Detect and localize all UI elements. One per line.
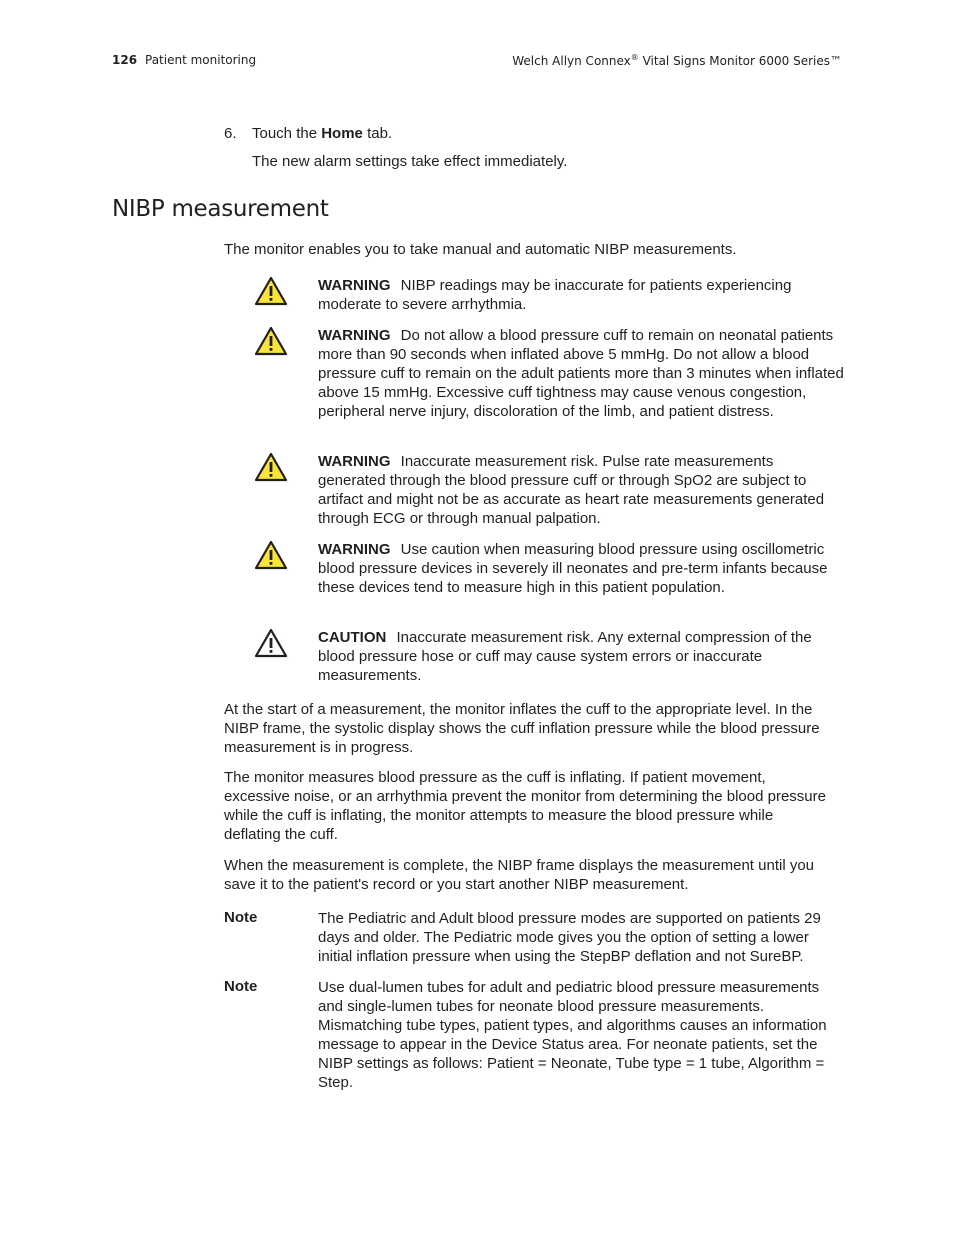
warning-body: Inaccurate measurement risk. Pulse rate measurements generated through the blood pressure cuff or through SpO2 are subject to artifact and might not be as accurate as heart rate measurements generated through ECG or through manual palpation. <box>318 453 825 527</box>
warning-text <box>318 326 844 421</box>
note-label: Note <box>224 909 258 926</box>
warning-keyword: WARNING <box>318 453 391 470</box>
body-paragraph: At the start of a measurement, the monitor inflates the cuff to the appropriate level. In the NIBP frame, the systolic display shows the cuff inflation pressure while the blood pressure measurement is in progress. <box>224 701 820 756</box>
book-title: Welch Allyn Connex <box>512 54 631 68</box>
note-label: Note <box>224 978 258 995</box>
body-paragraph: The monitor measures blood pressure as the cuff is inflating. If patient movement, excessive noise, or an arrhythmia prevent the monitor from determining the blood pressure while the cuff is inflating, the monitor attempts to measure the blood pressure while deflating the cuff. <box>224 769 826 843</box>
step-result: The new alarm settings take effect immediately. <box>252 153 568 170</box>
warning-triangle-icon <box>254 452 288 482</box>
intro-paragraph: The monitor enables you to take manual and automatic NIBP measurements. <box>224 241 737 258</box>
caution-body: Inaccurate measurement risk. Any external compression of the blood pressure hose or cuff may cause system errors or inaccurate measurements. <box>318 629 812 684</box>
warning-text <box>318 540 844 597</box>
step-text-prefix: Touch the <box>252 125 322 142</box>
step-text-bold: Home <box>321 125 363 142</box>
note-text: The Pediatric and Adult blood pressure modes are supported on patients 29 days and older. The Pediatric mode gives you the option of setting a lower initial inflation pressure when using the StepBP deflation and not SureBP. <box>318 910 821 965</box>
warning-text <box>318 452 844 528</box>
note-text: Use dual-lumen tubes for adult and pediatric blood pressure measurements and single-lumen tubes for neonate blood pressure measurements. Mismatching tube types, patient types, and algorithms causes an information message to appear in the Device Status area. For neonate patients, set the NIBP settings as follows: Patient = Neonate, Tube type = 1 tube, Algorithm = Step. <box>318 979 827 1091</box>
caution-triangle-icon <box>254 628 288 658</box>
procedure-step <box>224 125 392 142</box>
page-header <box>112 50 842 70</box>
section-title: NIBP measurement <box>112 196 329 222</box>
warning-body: Use caution when measuring blood pressure using oscillometric blood pressure devices in severely ill neonates and pre-term infants because these devices tend to measure high in this patient population. <box>318 541 828 596</box>
running-section-title: Patient monitoring <box>145 53 257 67</box>
body-paragraph: When the measurement is complete, the NIBP frame displays the measurement until you save it to the patient's record or you start another NIBP measurement. <box>224 857 815 893</box>
registered-mark: ® <box>630 53 639 62</box>
warning-keyword: WARNING <box>318 541 391 558</box>
caution-keyword: CAUTION <box>318 629 387 646</box>
warning-triangle-icon <box>254 326 288 356</box>
running-book-title <box>512 53 842 68</box>
book-title-rest: Vital Signs Monitor 6000 Series™ <box>638 54 842 68</box>
step-number: 6. <box>224 125 237 142</box>
step-text-suffix: tab. <box>362 125 393 142</box>
warning-triangle-icon <box>254 276 288 306</box>
warning-keyword: WARNING <box>318 277 391 294</box>
warning-text <box>318 276 844 314</box>
warning-body: NIBP readings may be inaccurate for patients experiencing moderate to severe arrhythmia. <box>318 277 792 313</box>
warning-body: Do not allow a blood pressure cuff to remain on neonatal patients more than 90 seconds when inflated above 5 mmHg. Do not allow a blood pressure cuff to remain on the adult patients more than 3 minutes when inflated above 15 mmHg. Excessive cuff tightness may cause venous congestion, peripheral nerve injury, discoloration of the limb, and patient distress. <box>318 327 844 420</box>
warning-triangle-icon <box>254 540 288 570</box>
caution-text <box>318 628 844 685</box>
warning-keyword: WARNING <box>318 327 391 344</box>
page-number: 126 <box>112 53 138 67</box>
